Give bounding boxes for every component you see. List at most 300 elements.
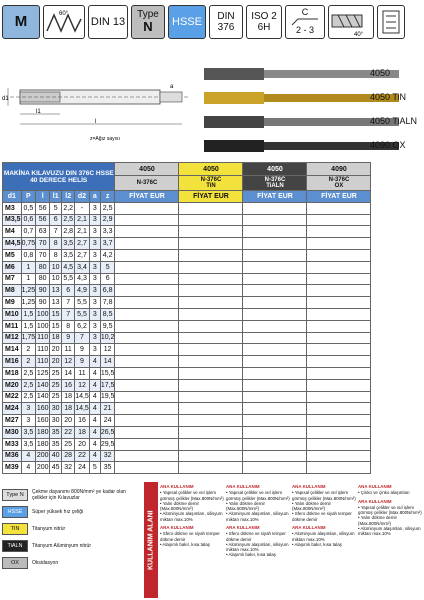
price-cell [115, 308, 179, 320]
legend-item [2, 488, 132, 502]
table-cell: 6 [62, 285, 75, 297]
price-cell [307, 438, 371, 450]
table-cell: 0,5 [21, 202, 36, 214]
price-cell [115, 202, 179, 214]
usage-item: • Yalın dökme demir (Max.800N/mm²) [358, 515, 424, 526]
usage-column [226, 484, 292, 558]
table-cell: 4,9 [75, 285, 90, 297]
table-cell: 26,5 [100, 426, 115, 438]
table-cell: M20 [3, 379, 22, 391]
svg-text:l: l [95, 119, 97, 125]
svg-text:a: a [170, 84, 174, 90]
price-cell [307, 249, 371, 261]
col-header: a [89, 191, 100, 203]
table-cell: 3,4 [75, 261, 90, 273]
table-cell: 6,2 [75, 320, 90, 332]
col-code: 4050 [243, 163, 307, 176]
table-cell: 1,25 [21, 297, 36, 309]
price-cell [115, 344, 179, 356]
table-cell: M24 [3, 403, 22, 415]
price-cell [179, 391, 243, 403]
price-cell [307, 426, 371, 438]
col-header: d2 [75, 191, 90, 203]
price-cell [307, 308, 371, 320]
table-cell: M27 [3, 415, 22, 427]
price-cell [115, 238, 179, 250]
col-sub: N-376C TiALN [243, 176, 307, 191]
legend-text: Çekme dayanımı 800N/mm² ye kadar olan çelikler için Kılavuzlar [32, 489, 126, 501]
legend-item [2, 522, 132, 536]
price-cell [307, 391, 371, 403]
table-cell: 2,2 [62, 202, 75, 214]
price-cell [179, 367, 243, 379]
price-cell [115, 415, 179, 427]
table-cell: 4,5 [62, 261, 75, 273]
usage-heading: ARA KULLANIM [160, 524, 194, 530]
price-cell [243, 226, 307, 238]
table-cell: 56 [36, 202, 50, 214]
thread-angle-text: 60° [59, 11, 69, 17]
price-cell [307, 367, 371, 379]
table-cell: 7 [62, 308, 75, 320]
table-cell: 180 [36, 426, 50, 438]
table-row [3, 391, 371, 403]
chamfer-badge [285, 5, 325, 39]
price-cell [243, 403, 307, 415]
usage-item: • Sfero dökme ve siyah temper dökme demir [160, 531, 226, 542]
table-cell: 4 [89, 426, 100, 438]
price-cell [243, 438, 307, 450]
table-cell: M33 [3, 438, 22, 450]
table-cell: 4 [89, 450, 100, 462]
table-cell: 3 [89, 297, 100, 309]
price-cell [179, 238, 243, 250]
price-cell [179, 426, 243, 438]
table-cell: 8,5 [100, 308, 115, 320]
din376-a: DIN [217, 11, 235, 22]
usage-column [292, 484, 358, 547]
price-cell [179, 308, 243, 320]
usage-item: • Çinko ve çinko alaşımları [358, 490, 424, 495]
table-cell: 20 [50, 356, 62, 368]
table-cell: 2,8 [62, 226, 75, 238]
table-cell: 3 [89, 285, 100, 297]
table-cell: 22 [75, 450, 90, 462]
table-cell: 24 [75, 462, 90, 474]
table-cell: 70 [36, 249, 50, 261]
price-cell [307, 285, 371, 297]
table-cell: 3 [89, 238, 100, 250]
table-cell: 12 [100, 344, 115, 356]
price-cell [243, 285, 307, 297]
drawing-note: z=Ağız sayısı [90, 136, 120, 142]
table-cell: 10 [50, 261, 62, 273]
table-cell: M4,5 [3, 238, 22, 250]
table-cell: 3 [89, 332, 100, 344]
table-cell: 56 [36, 214, 50, 226]
price-cell [179, 297, 243, 309]
thread-angle-icon [43, 5, 85, 39]
table-cell: 11 [75, 367, 90, 379]
table-cell: 30 [50, 415, 62, 427]
table-cell: 10 [50, 273, 62, 285]
table-cell: 6,8 [100, 285, 115, 297]
table-cell: M9 [3, 297, 22, 309]
table-row [3, 367, 371, 379]
table-cell: 12 [62, 356, 75, 368]
table-cell: 25 [62, 438, 75, 450]
table-cell: 3,7 [100, 238, 115, 250]
table-row [3, 320, 371, 332]
usage-item: • Alüminyum alaşımları, silisyum miktarı max.10% [226, 542, 292, 553]
table-cell: 19,5 [100, 391, 115, 403]
table-cell: 17,5 [100, 379, 115, 391]
table-cell: 2 [21, 344, 36, 356]
table-row [3, 332, 371, 344]
table-cell: 15 [50, 320, 62, 332]
svg-text:d1: d1 [2, 96, 9, 102]
price-cell [243, 379, 307, 391]
table-cell: 25 [50, 367, 62, 379]
price-cell [307, 273, 371, 285]
table-row [3, 450, 371, 462]
price-cell [179, 438, 243, 450]
table-cell: 3 [89, 344, 100, 356]
col-header: l1 [50, 191, 62, 203]
table-cell: M10 [3, 308, 22, 320]
table-cell: 7 [50, 226, 62, 238]
price-cell [115, 285, 179, 297]
price-cell [179, 356, 243, 368]
legend-swatch: TiALN [2, 540, 28, 552]
table-cell: M3,5 [3, 214, 22, 226]
price-cell [179, 249, 243, 261]
table-cell: 90 [36, 285, 50, 297]
usage-item: • Yapısal çelikler ve ısıl işlem görmüş çelikler (Max.800N/mm²) [358, 505, 424, 516]
legend [2, 488, 132, 573]
usage-heading: ARA KULLANIM [226, 524, 260, 530]
tool-label-3: 4050 TiALN [370, 116, 418, 126]
price-cell [179, 320, 243, 332]
din376-b: 376 [217, 22, 235, 33]
table-cell: 6 [50, 214, 62, 226]
table-cell: 160 [36, 403, 50, 415]
price-cell [243, 297, 307, 309]
table-row [3, 238, 371, 250]
iso-badge [246, 5, 282, 39]
price-cell [115, 320, 179, 332]
price-header: FİYAT EUR [115, 191, 179, 203]
legend-swatch: Type N [2, 489, 28, 501]
type-badge [131, 5, 165, 39]
table-cell: 90 [36, 297, 50, 309]
table-row [3, 308, 371, 320]
price-cell [307, 226, 371, 238]
usage-item: • Alüminyum alaşımları, silisyum miktarı max.10% [226, 511, 292, 522]
table-cell: 7 [75, 332, 90, 344]
helix-angle-icon [328, 5, 374, 39]
table-cell: 0,8 [21, 249, 36, 261]
table-cell: 3,3 [100, 226, 115, 238]
table-cell: 16 [75, 415, 90, 427]
table-cell: 2,5 [21, 379, 36, 391]
table-cell: 180 [36, 438, 50, 450]
table-row [3, 226, 371, 238]
legend-text: Süper yüksek hız çeliği [32, 509, 84, 515]
table-cell: 4 [89, 391, 100, 403]
table-cell: 35 [50, 426, 62, 438]
usage-item: • Sfero dökme ve siyah temper dökme demir [226, 531, 292, 542]
table-row [3, 344, 371, 356]
table-cell: 15,5 [100, 367, 115, 379]
legend-text: Titanyum Alüminyum nitrür [32, 543, 91, 549]
spec-table [2, 162, 371, 474]
price-cell [115, 367, 179, 379]
table-cell: 3 [21, 415, 36, 427]
table-cell: 1,75 [21, 332, 36, 344]
tool-label-2: 4050 TiN [370, 92, 407, 102]
table-cell: 7,8 [100, 297, 115, 309]
table-cell: 4,2 [100, 249, 115, 261]
table-cell: 80 [36, 273, 50, 285]
table-cell: M8 [3, 285, 22, 297]
price-cell [115, 426, 179, 438]
table-cell: 45 [50, 462, 62, 474]
col-sub: N-376C [115, 176, 179, 191]
table-row [3, 214, 371, 226]
table-cell: 3 [89, 214, 100, 226]
price-cell [307, 332, 371, 344]
price-cell [115, 214, 179, 226]
price-cell [243, 426, 307, 438]
usage-item: • Alaşımlı bakır, kısa talaş [226, 552, 292, 557]
usage-item: • Yapısal çelikler ve ısıl işlem görmüş çelikler (Max.800N/mm²) [292, 490, 358, 501]
table-cell: 2,7 [75, 249, 90, 261]
table-cell: 110 [36, 332, 50, 344]
table-row [3, 415, 371, 427]
usage-heading: ANA KULLANIM [160, 484, 194, 489]
table-cell: M22 [3, 391, 22, 403]
price-cell [307, 238, 371, 250]
legend-swatch: TIN [2, 523, 28, 535]
table-cell: 14 [62, 367, 75, 379]
table-cell: 3,5 [21, 426, 36, 438]
price-cell [115, 403, 179, 415]
table-cell: 32 [100, 450, 115, 462]
price-cell [115, 379, 179, 391]
price-cell [179, 379, 243, 391]
table-cell: 80 [36, 261, 50, 273]
table-cell: 16 [62, 379, 75, 391]
svg-text:l1: l1 [36, 109, 41, 115]
legend-item [2, 505, 132, 519]
table-row [3, 356, 371, 368]
table-cell: 20 [50, 344, 62, 356]
table-cell: 125 [36, 367, 50, 379]
usage-column [358, 484, 424, 537]
table-cell: 2,5 [21, 391, 36, 403]
legend-swatch: OX [2, 557, 28, 569]
table-cell: 3 [89, 249, 100, 261]
table-cell: 2,5 [62, 214, 75, 226]
table-cell: M11 [3, 320, 22, 332]
price-cell [115, 273, 179, 285]
table-cell: 1,5 [21, 320, 36, 332]
table-cell: 3 [89, 261, 100, 273]
price-cell [115, 297, 179, 309]
price-cell [179, 273, 243, 285]
usage-item: • Yalın dökme demir (Max.800N/mm²) [292, 501, 358, 512]
table-cell: M5 [3, 249, 22, 261]
table-row [3, 261, 371, 273]
price-cell [307, 462, 371, 474]
price-cell [179, 261, 243, 273]
usage-item: • Alüminyum alaşımları, silisyum miktarı max.10% [358, 526, 424, 537]
price-cell [179, 462, 243, 474]
table-cell: 100 [36, 320, 50, 332]
price-cell [307, 379, 371, 391]
table-cell: 18 [75, 426, 90, 438]
price-cell [243, 462, 307, 474]
table-cell: 3 [89, 226, 100, 238]
table-cell: 8 [50, 249, 62, 261]
price-cell [243, 261, 307, 273]
price-cell [243, 308, 307, 320]
usage-item: • Alüminyum alaşımları, silisyum miktarı max.10% [160, 511, 226, 522]
price-cell [115, 226, 179, 238]
legend-text: Titanyum nitrür [32, 526, 66, 532]
table-cell: 13 [50, 297, 62, 309]
table-cell: 1,5 [21, 308, 36, 320]
table-row [3, 462, 371, 474]
type-label: Type [137, 9, 159, 21]
table-cell: 32 [62, 462, 75, 474]
price-cell [243, 344, 307, 356]
table-cell: 40 [50, 450, 62, 462]
table-cell: 100 [36, 308, 50, 320]
table-cell: 4 [21, 450, 36, 462]
table-cell: 3,5 [62, 249, 75, 261]
usage-item: • Sfero dökme ve siyah temper dökme demir [292, 511, 358, 522]
table-cell: 18 [62, 391, 75, 403]
table-cell: 4 [89, 403, 100, 415]
price-cell [243, 332, 307, 344]
table-cell: M7 [3, 273, 22, 285]
price-cell [179, 285, 243, 297]
table-cell: 63 [36, 226, 50, 238]
table-row [3, 297, 371, 309]
din376-badge [209, 5, 243, 39]
table-cell: 12 [75, 379, 90, 391]
iso-b: 6H [257, 22, 271, 33]
table-cell: 2,7 [75, 238, 90, 250]
table-cell: 4 [89, 438, 100, 450]
usage-heading: ANA KULLANIM [358, 484, 392, 489]
table-cell: M16 [3, 356, 22, 368]
usage-bar: KULLANIM ALANI [144, 482, 158, 598]
table-cell: 22 [62, 426, 75, 438]
price-cell [115, 391, 179, 403]
table-cell: 3,5 [62, 238, 75, 250]
price-cell [243, 249, 307, 261]
table-row [3, 379, 371, 391]
table-cell: 20 [75, 438, 90, 450]
table-cell: 4,3 [75, 273, 90, 285]
table-cell: 1 [21, 273, 36, 285]
table-cell: 0,7 [21, 226, 36, 238]
table-cell: M36 [3, 450, 22, 462]
table-cell: 35 [50, 438, 62, 450]
table-cell: 15 [50, 308, 62, 320]
tap-geometry-icon [377, 5, 405, 39]
legend-swatch: HSSE [2, 506, 28, 518]
usage-heading: ANA KULLANIM [226, 484, 260, 489]
price-cell [307, 202, 371, 214]
price-cell [179, 415, 243, 427]
tool-label-1: 4050 [370, 68, 391, 78]
table-cell: 200 [36, 450, 50, 462]
table-cell: 6 [100, 273, 115, 285]
col-header: l [36, 191, 50, 203]
price-cell [307, 415, 371, 427]
legend-text: Oksidasyon [32, 560, 59, 566]
table-cell: M12 [3, 332, 22, 344]
table-cell: 0,75 [21, 238, 36, 250]
table-cell: 10,2 [100, 332, 115, 344]
table-cell: M6 [3, 261, 22, 273]
table-cell: 7 [62, 297, 75, 309]
table-cell: 21 [100, 403, 115, 415]
table-cell: 20 [62, 415, 75, 427]
col-sub: N-376C OX [307, 176, 371, 191]
table-cell: 2,9 [100, 214, 115, 226]
table-cell: 18 [62, 403, 75, 415]
price-cell [243, 214, 307, 226]
price-cell [115, 450, 179, 462]
chamfer-label: C [301, 7, 309, 18]
table-row [3, 426, 371, 438]
price-cell [307, 261, 371, 273]
type-value: N [143, 19, 153, 35]
col-code: 4090 [307, 163, 371, 176]
price-cell [179, 450, 243, 462]
table-cell: 8 [50, 238, 62, 250]
price-cell [243, 367, 307, 379]
table-cell: 3 [89, 202, 100, 214]
table-cell: - [75, 202, 90, 214]
table-cell: 3 [89, 273, 100, 285]
price-header: FİYAT EUR [307, 191, 371, 203]
table-cell: 140 [36, 379, 50, 391]
price-cell [307, 344, 371, 356]
table-cell: 9 [75, 344, 90, 356]
col-header: z [100, 191, 115, 203]
table-cell: 160 [36, 415, 50, 427]
table-cell: 2,1 [75, 226, 90, 238]
table-cell: 4 [89, 356, 100, 368]
price-cell [115, 356, 179, 368]
price-cell [243, 450, 307, 462]
technical-drawing [0, 70, 200, 150]
table-cell: 3 [89, 320, 100, 332]
chamfer-value: 2 - 3 [295, 25, 314, 35]
spec-badges [2, 5, 405, 39]
legend-item [2, 539, 132, 553]
table-cell: M4 [3, 226, 22, 238]
table-cell: 2 [21, 356, 36, 368]
price-cell [115, 261, 179, 273]
table-cell: 30 [50, 403, 62, 415]
